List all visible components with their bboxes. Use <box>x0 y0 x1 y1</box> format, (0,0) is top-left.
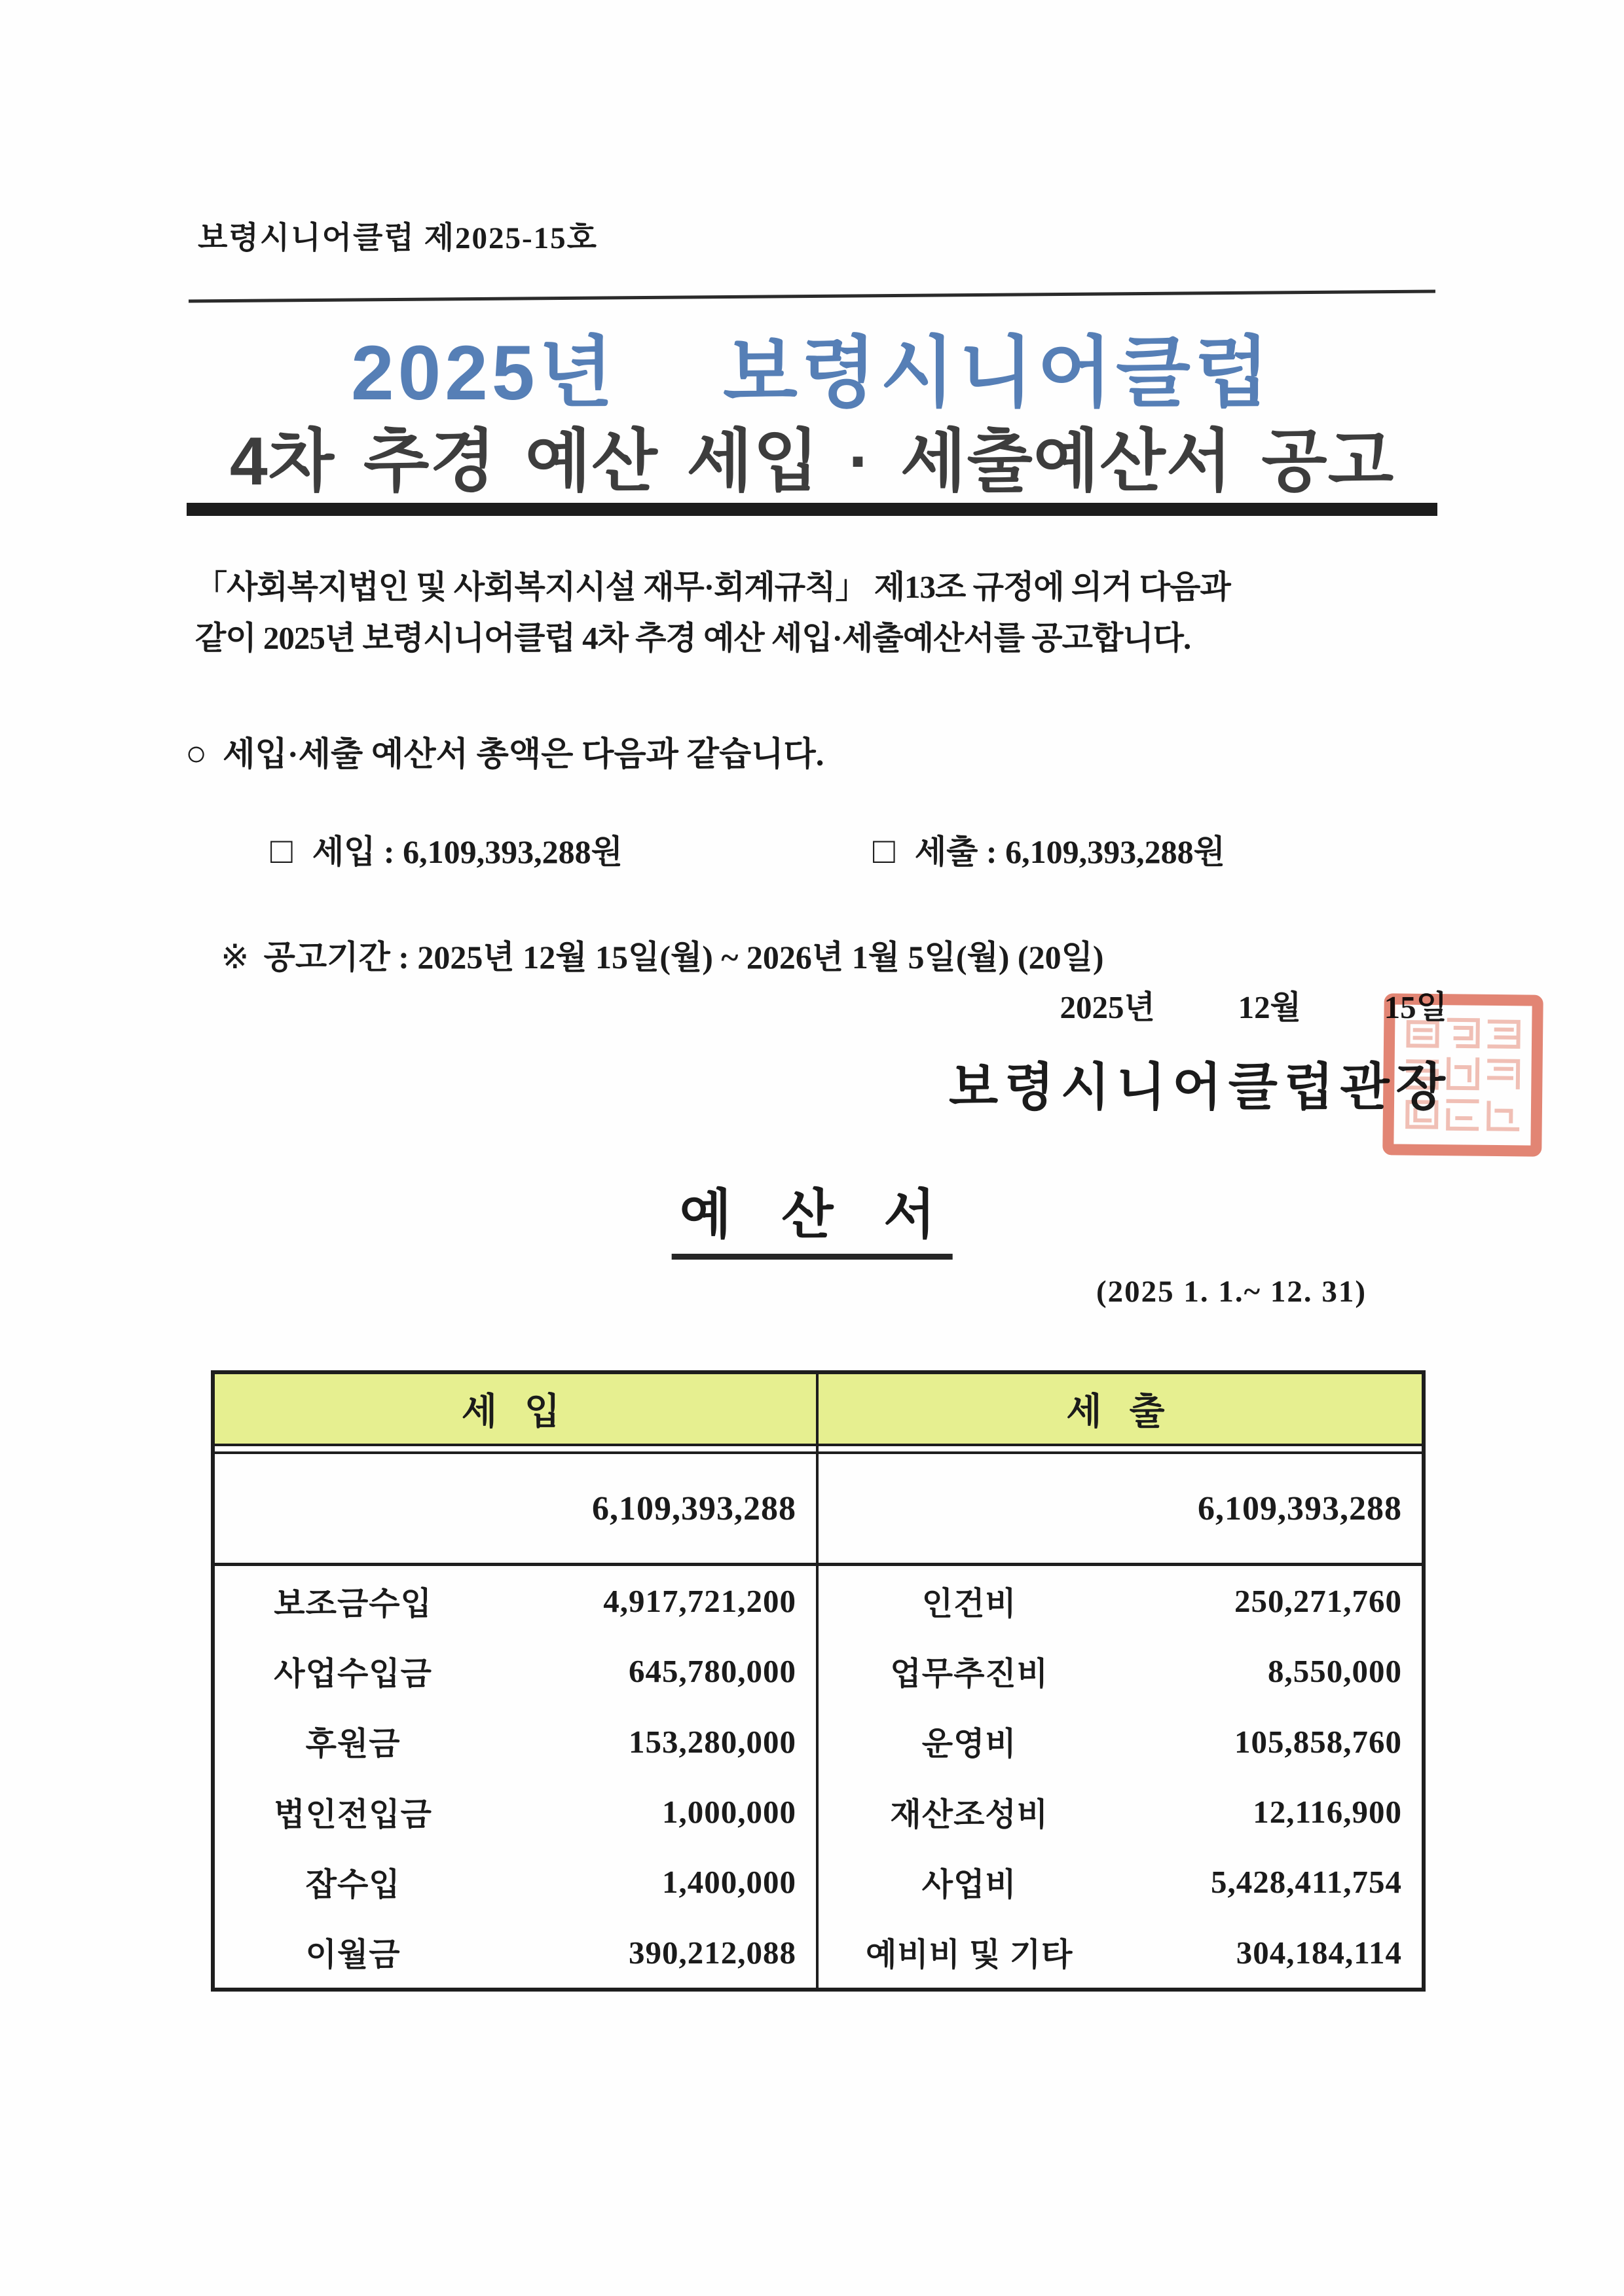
page-title-line1: 2025년 보령시니어클럽 <box>351 330 1273 416</box>
table-row <box>215 1707 816 1777</box>
paragraph-line-2: 같이 2025년 보령시니어클럽 4차 추경 예산 세입·세출예산서를 공고합니다. <box>195 620 1191 656</box>
announcement-paragraph <box>195 562 1452 664</box>
expense-item-label: 재산조성비 <box>890 1796 1049 1832</box>
budget-table-totals-row <box>215 1454 1422 1566</box>
table-row <box>215 1777 816 1847</box>
income-item-amount: 153,280,000 <box>629 1723 796 1760</box>
totals-intro-text: 세입·세출 예산서 총액은 다음과 같습니다. <box>223 737 824 773</box>
income-total-line <box>238 788 623 911</box>
expense-item-amount: 304,184,114 <box>1236 1934 1402 1971</box>
income-item-amount: 4,917,721,200 <box>603 1583 796 1620</box>
income-item-label: 사업수입금 <box>274 1655 432 1692</box>
header-double-rule <box>215 1446 1422 1454</box>
header-divider-line <box>189 290 1435 303</box>
income-item-amount: 390,212,088 <box>629 1934 796 1971</box>
table-row <box>819 1777 1422 1847</box>
paragraph-line-1: 「사회복지법인 및 사회복지시설 재무·회계규칙」 제13조 규정에 의거 다음과 <box>195 569 1230 605</box>
budget-section-title: 예 산 서 <box>672 1172 953 1260</box>
title-underline-bar <box>187 503 1437 516</box>
income-item-label: 이월금 <box>305 1937 401 1973</box>
income-item-label: 후원금 <box>305 1726 401 1762</box>
expense-total-amount: 6,109,393,288 <box>816 1454 1422 1563</box>
expense-item-amount: 250,271,760 <box>1234 1583 1402 1620</box>
expense-item-label: 운영비 <box>921 1726 1017 1762</box>
notice-period-line <box>188 893 1104 1016</box>
square-bullet-icon: □ <box>270 831 293 871</box>
income-column-header: 세 입 <box>461 1392 570 1432</box>
circle-bullet-icon: ○ <box>185 733 208 773</box>
table-row <box>819 1918 1422 1988</box>
signer-name: 보령시니어클럽관장 <box>948 1059 1452 1116</box>
expense-item-label: 사업비 <box>921 1866 1017 1903</box>
table-row <box>819 1566 1422 1636</box>
expense-column <box>816 1566 1422 1988</box>
income-total-text: 세입 : 6,109,393,288원 <box>312 833 623 870</box>
official-seal-stamp <box>1382 993 1544 1157</box>
income-total-amount: 6,109,393,288 <box>592 1489 796 1527</box>
expense-column-header: 세 출 <box>816 1374 1422 1444</box>
budget-table-header-row <box>215 1374 1422 1446</box>
budget-fiscal-period: (2025 1. 1.~ 12. 31) <box>1096 1275 1367 1309</box>
square-bullet-icon: □ <box>873 831 895 871</box>
table-row <box>819 1636 1422 1706</box>
totals-intro-line <box>185 727 824 775</box>
budget-table <box>211 1370 1426 1992</box>
income-item-label: 법인전입금 <box>274 1796 432 1832</box>
expense-item-amount: 5,428,411,754 <box>1210 1864 1402 1901</box>
notice-period-text: 공고기간 : 2025년 12월 15일(월) ~ 2026년 1월 5일(월) (20일) <box>263 939 1104 975</box>
expense-item-amount: 8,550,000 <box>1268 1653 1402 1690</box>
expense-item-amount: 12,116,900 <box>1253 1794 1402 1831</box>
expense-item-label: 예비비 및 기타 <box>865 1937 1073 1973</box>
reference-mark-icon: ※ <box>221 939 249 976</box>
expense-item-label: 업무추진비 <box>890 1655 1049 1692</box>
budget-table-body <box>215 1566 1422 1988</box>
expense-total-text: 세출 : 6,109,393,288원 <box>914 833 1225 870</box>
table-row <box>215 1566 816 1636</box>
table-row <box>215 1636 816 1706</box>
document-number: 보령시니어클럽 제2025-15호 <box>198 221 599 255</box>
seal-graphic <box>1382 993 1544 1157</box>
income-item-label: 보조금수입 <box>274 1585 432 1622</box>
income-item-amount: 1,400,000 <box>662 1864 796 1901</box>
announcement-date: 2025년 12월 15일 <box>1060 989 1447 1025</box>
table-row <box>819 1707 1422 1777</box>
table-row <box>819 1847 1422 1917</box>
page-title-line2: 4차 추경 예산 세입 · 세출예산서 공고 <box>229 424 1395 500</box>
income-column <box>215 1566 816 1988</box>
income-item-amount: 645,780,000 <box>629 1653 796 1690</box>
expense-item-label: 인건비 <box>921 1585 1017 1622</box>
income-item-amount: 1,000,000 <box>662 1794 796 1831</box>
table-row <box>215 1847 816 1917</box>
table-row <box>215 1918 816 1988</box>
income-item-label: 잡수입 <box>305 1866 401 1903</box>
expense-item-amount: 105,858,760 <box>1234 1723 1402 1760</box>
expense-total-line <box>840 788 1225 911</box>
